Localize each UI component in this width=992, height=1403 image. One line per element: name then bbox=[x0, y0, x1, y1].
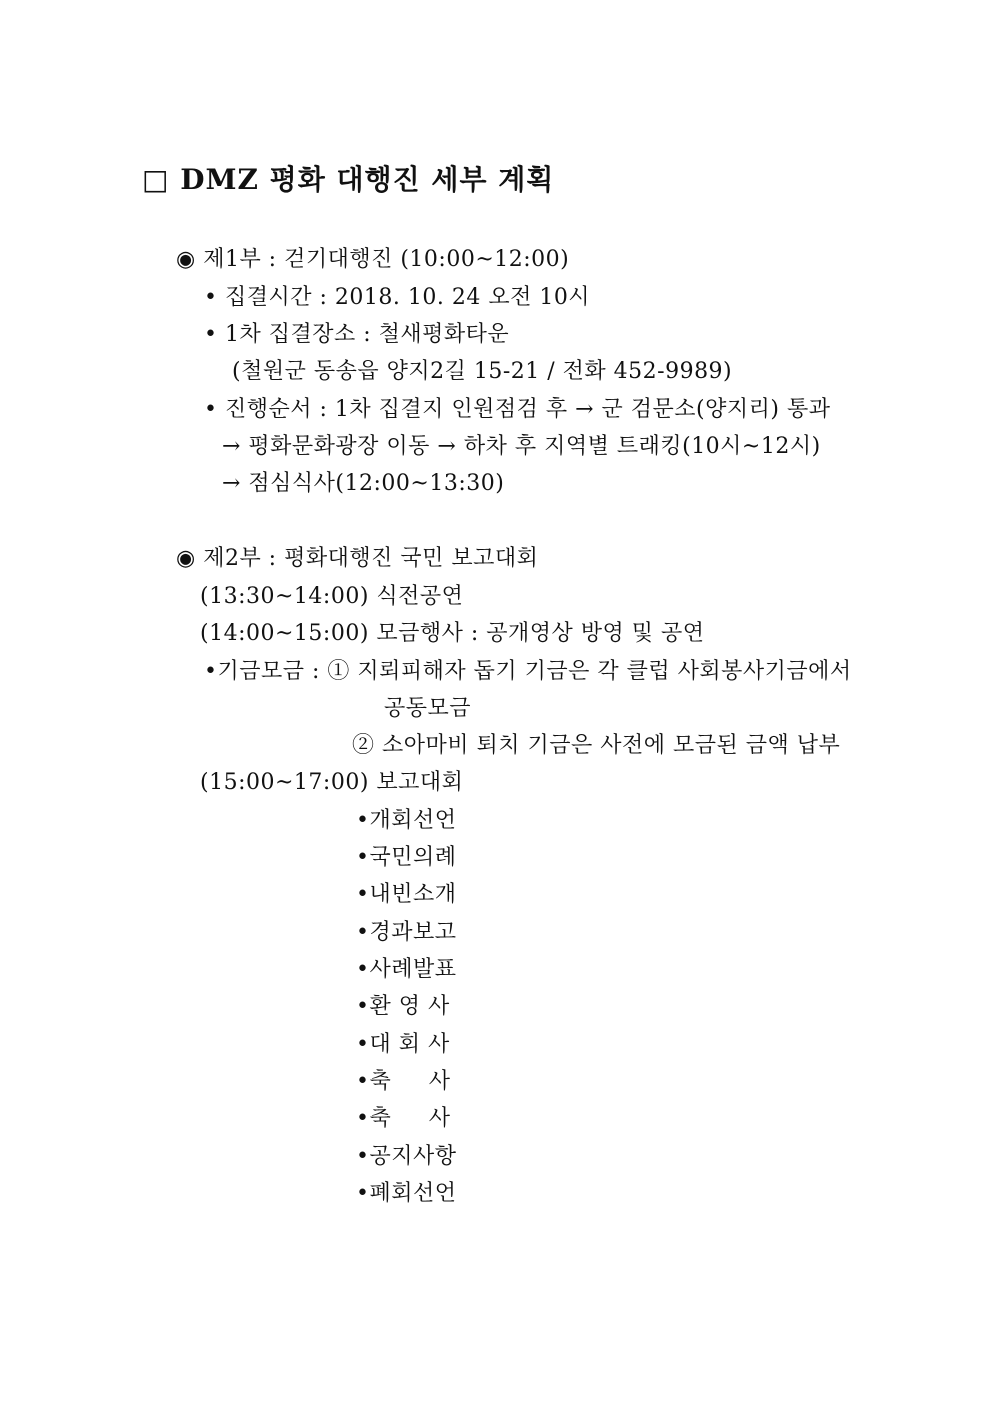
part1-heading: ◉ 제1부 : 걷기대행진 (10:00~12:00) bbox=[176, 247, 570, 272]
program-item: •내빈소개 bbox=[356, 882, 457, 907]
assembly-address: (철원군 동송읍 양지2길 15-21 / 전화 452-9989) bbox=[232, 359, 733, 384]
program-item: •축 사 bbox=[356, 1106, 451, 1131]
page-title: □ DMZ 평화 대행진 세부 계획 bbox=[142, 163, 555, 196]
program-item: •개회선언 bbox=[356, 808, 457, 833]
program-item: •국민의례 bbox=[356, 845, 457, 870]
slot-report-meeting: (15:00~17:00) 보고대회 bbox=[200, 770, 464, 795]
program-item: •공지사항 bbox=[356, 1144, 457, 1169]
program-item: •사례발표 bbox=[356, 957, 457, 982]
slot-opening-performance: (13:30~14:00) 식전공연 bbox=[200, 584, 464, 609]
assembly-place: • 1차 집결장소 : 철새평화타운 bbox=[204, 322, 510, 347]
fund-line-3: ② 소아마비 퇴치 기금은 사전에 모금된 금액 납부 bbox=[352, 733, 841, 758]
program-item: •경과보고 bbox=[356, 920, 457, 945]
slot-fundraising: (14:00~15:00) 모금행사 : 공개영상 방영 및 공연 bbox=[200, 621, 705, 646]
assembly-time: • 집결시간 : 2018. 10. 24 오전 10시 bbox=[204, 285, 591, 310]
order-line-3: → 점심식사(12:00~13:30) bbox=[222, 471, 505, 496]
fund-line-1: •기금모금 : ① 지뢰피해자 돕기 기금은 각 클럽 사회봉사기금에서 bbox=[204, 659, 852, 684]
fund-line-2: 공동모금 bbox=[384, 696, 472, 721]
program-item: •환 영 사 bbox=[356, 994, 450, 1019]
program-item: •대 회 사 bbox=[356, 1032, 450, 1057]
order-line-2: → 평화문화광장 이동 → 하차 후 지역별 트래킹(10시~12시) bbox=[222, 434, 821, 459]
program-item: •폐회선언 bbox=[356, 1181, 457, 1206]
program-item: •축 사 bbox=[356, 1069, 451, 1094]
part2-heading: ◉ 제2부 : 평화대행진 국민 보고대회 bbox=[176, 546, 539, 571]
order-line-1: • 진행순서 : 1차 집결지 인원점검 후 → 군 검문소(양지리) 통과 bbox=[204, 397, 831, 422]
